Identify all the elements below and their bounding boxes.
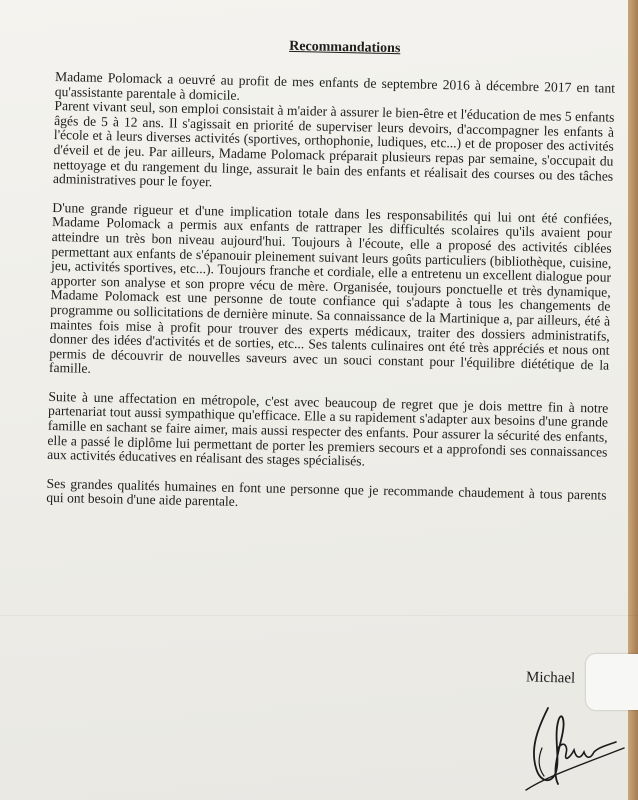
signatory-name: Michael — [525, 669, 576, 687]
handwritten-signature — [508, 688, 628, 798]
letter-body — [46, 34, 616, 532]
letter-title: Recommandations — [289, 38, 401, 57]
paragraph-conclusion: Ses grandes qualités humaines en font une personne que je recommande chaudement à tous parents qui ont besoin d'une aide parentale. — [46, 475, 607, 510]
paragraph-intro: Madame Polomack a oeuvré au profit de mes enfants de septembre 2016 à décembre 2017 en tant qu'assistante parentale à domicile. — [54, 68, 616, 103]
paragraph-qualities: D'une grande rigueur et d'une implication totale dans les responsabilités qui lui ont été confiées, Madame Polomack a permis aux enfants de rattraper les difficultés scolaires qu'ils avaient pour atteindre un très bon niveau aujourd'hui. Toujours à l'écoute, elle a proposé des activités ciblées permettant aux enfants de s'épanouir pleinement suivant leurs goûts particuliers (bibliothèque, cuisine, jeu, activités sportives, etc...). Toujours franche et cordiale, elle a entretenu un excellent dialogue pour apporter son analyse et son propre vécu de mère. Organisée, toujours ponctuelle et très dynamique, Madame Polomack est une personne de toute confiance qui s'adapte à tous les changements de programme ou sollicitations de dernière minute. Sa connaissance de la Martinique a, par ailleurs, été à maintes fois mise à profit pour trouver des experts médicaux, traiter des dossiers administratifs, donner des idées d'activités et de sorties, etc... Ses talents culinaires ont été très appréciés et nous ont permis de découvrir de nouvelles saveurs avec un souci constant pour l'équilibre diététique de la famille. — [48, 199, 613, 377]
paragraph-duties: Parent vivant seul, son emploi consistait à m'aider à assurer le bien-être et l'éducation de mes 5 enfants âgés de 5 à 12 ans. Il s'agissait en priorité de superviser leurs devoirs, d'accompagner les enfants à l'école et à leurs diverses activités (sportives, orthophonie, ludiques, etc...) et de proposer des activités d'éveil et de jeu. Par ailleurs, Madame Polomack préparait plusieurs repas par semaine, s'occupait du nettoyage et du rangement du linge, assurait le bain des enfants et réalisait des courses ou des tâches administratives pour le foyer. — [52, 98, 615, 190]
paragraph-departure: Suite à une affectation en métropole, c'est avec beaucoup de regret que je dois mettre fin à notre partenariat tout aussi sympathique qu'efficace. Elle a su rapidement s'adapter aux besoins d'une grande famille en sachant se faire aimer, mais aussi respecter des enfants. Pour assurer la sécurité des enfants, elle a passé le diplôme lui permettant de porter les premiers secours et a approfondi ses connaissances aux activités éducatives en réalisant des stages spécialisés. — [47, 388, 609, 469]
table-edge — [628, 0, 638, 800]
paper-crease — [0, 615, 638, 616]
